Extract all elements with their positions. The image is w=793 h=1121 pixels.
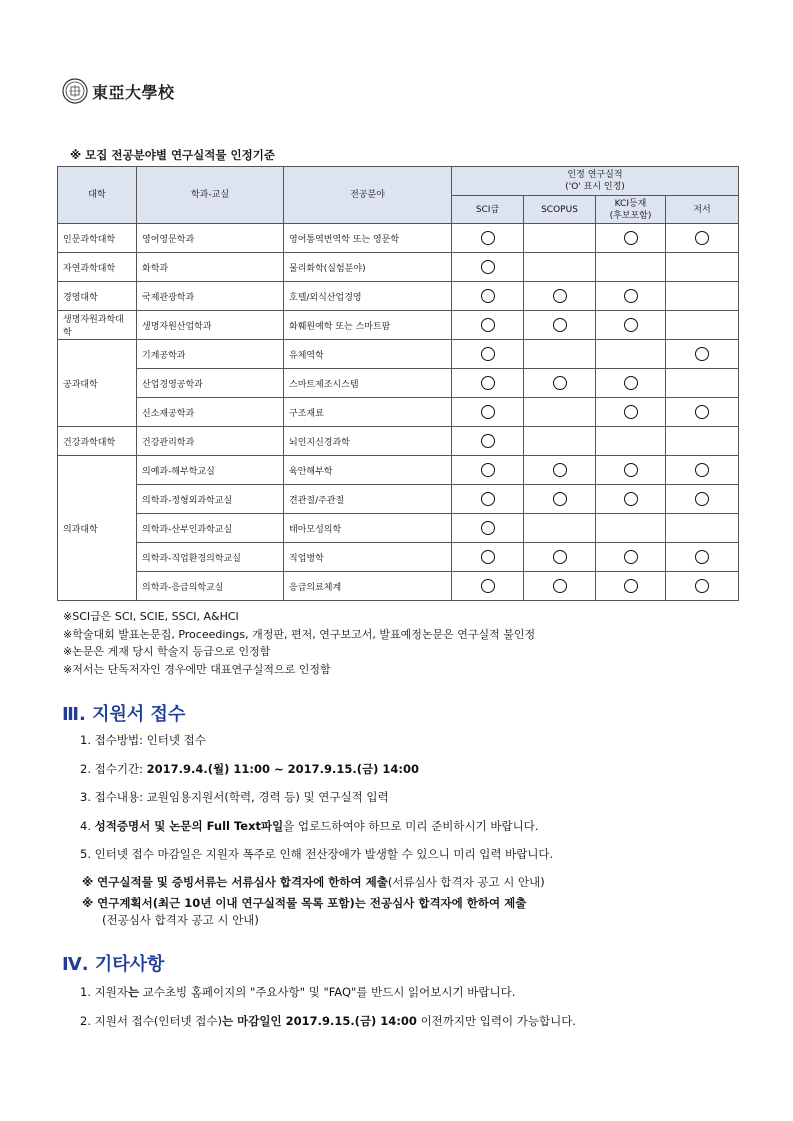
note-star-2 bbox=[82, 895, 526, 929]
table-row bbox=[58, 253, 739, 282]
recognized-mark-icon bbox=[695, 405, 709, 419]
recognized-mark-icon bbox=[624, 550, 638, 564]
sci-cell bbox=[452, 543, 524, 572]
recognized-mark-icon bbox=[695, 492, 709, 506]
header-kci-sub: (후보포함) bbox=[609, 210, 652, 221]
recognized-mark-icon bbox=[624, 405, 638, 419]
dept-cell: 신소재공학과 bbox=[137, 398, 284, 427]
item-number: 5. bbox=[80, 847, 91, 861]
book-cell bbox=[666, 253, 739, 282]
college-cell: 자연과학대학 bbox=[58, 253, 137, 282]
college-cell: 의과대학 bbox=[58, 456, 137, 601]
header-recognized-label: 인정 연구실적 bbox=[567, 170, 623, 180]
note-line: ※논문은 게재 당시 학술지 등급으로 인정함 bbox=[63, 645, 271, 658]
recognized-mark-icon bbox=[481, 347, 495, 361]
book-cell bbox=[666, 485, 739, 514]
scopus-cell bbox=[524, 340, 596, 369]
university-seal-icon bbox=[62, 78, 88, 104]
book-cell bbox=[666, 514, 739, 543]
recognized-mark-icon bbox=[553, 550, 567, 564]
book-cell bbox=[666, 340, 739, 369]
recognized-mark-icon bbox=[624, 376, 638, 390]
scopus-cell bbox=[524, 224, 596, 253]
header-kci bbox=[596, 196, 666, 224]
kci-cell bbox=[596, 572, 666, 601]
table-row bbox=[58, 514, 739, 543]
kci-cell bbox=[596, 543, 666, 572]
item-number: 4. bbox=[80, 819, 91, 833]
item-bold-text: 는 bbox=[127, 985, 140, 999]
item-text: 이전까지만 입력이 가능합니다. bbox=[416, 1014, 576, 1028]
note-line: ※학술대회 발표논문집, Proceedings, 개정판, 편저, 연구보고서, 발표예정논문은 연구실적 불인정 bbox=[63, 627, 536, 641]
item-number: 3. bbox=[80, 790, 91, 804]
item-text: 접수기간: bbox=[94, 762, 147, 776]
kci-cell bbox=[596, 398, 666, 427]
dept-cell: 기계공학과 bbox=[137, 340, 284, 369]
book-cell bbox=[666, 543, 739, 572]
recognized-mark-icon bbox=[624, 318, 638, 332]
recognized-mark-icon bbox=[481, 376, 495, 390]
recognized-mark-icon bbox=[481, 463, 495, 477]
recognized-mark-icon bbox=[695, 579, 709, 593]
section-3-title: Ⅲ. 지원서 접수 bbox=[62, 704, 186, 725]
dept-cell: 의학과-응급의학교실 bbox=[137, 572, 284, 601]
university-logo bbox=[62, 78, 175, 104]
scopus-cell bbox=[524, 456, 596, 485]
sci-cell bbox=[452, 485, 524, 514]
college-cell: 경영대학 bbox=[58, 282, 137, 311]
note-line: ※SCI급은 SCI, SCIE, SSCI, A&HCI bbox=[63, 610, 239, 623]
kci-cell bbox=[596, 514, 666, 543]
book-cell bbox=[666, 398, 739, 427]
book-cell bbox=[666, 369, 739, 398]
scopus-cell bbox=[524, 572, 596, 601]
recognized-mark-icon bbox=[624, 289, 638, 303]
kci-cell bbox=[596, 282, 666, 311]
criteria-table bbox=[57, 166, 739, 601]
college-cell: 인문과학대학 bbox=[58, 224, 137, 253]
recognized-mark-icon bbox=[695, 231, 709, 245]
field-cell: 영어통역번역학 또는 영문학 bbox=[284, 224, 452, 253]
college-cell: 공과대학 bbox=[58, 340, 137, 427]
item-text: 지원자 bbox=[94, 985, 128, 999]
list-item bbox=[80, 761, 419, 777]
list-item bbox=[80, 846, 553, 862]
table-row bbox=[58, 369, 739, 398]
table-row bbox=[58, 282, 739, 311]
header-sci: SCI급 bbox=[452, 196, 524, 224]
recognized-mark-icon bbox=[553, 492, 567, 506]
dept-cell: 의예과-해부학교실 bbox=[137, 456, 284, 485]
field-cell: 화훼원예학 또는 스마트팜 bbox=[284, 311, 452, 340]
table-row bbox=[58, 224, 739, 253]
item-bold-text: 2017.9.4.(월) 11:00 ~ 2017.9.15.(금) 14:00 bbox=[146, 762, 419, 776]
kci-cell bbox=[596, 427, 666, 456]
book-cell bbox=[666, 224, 739, 253]
header-college: 대학 bbox=[58, 167, 137, 224]
dept-cell: 의학과-정형외과학교실 bbox=[137, 485, 284, 514]
field-cell: 유체역학 bbox=[284, 340, 452, 369]
scopus-cell bbox=[524, 253, 596, 282]
college-cell: 건강과학대학 bbox=[58, 427, 137, 456]
recognized-mark-icon bbox=[481, 434, 495, 448]
note-line: ※저서는 단독저자인 경우에만 대표연구실적으로 인정함 bbox=[63, 662, 331, 676]
book-cell bbox=[666, 311, 739, 340]
scopus-cell bbox=[524, 427, 596, 456]
recognized-mark-icon bbox=[553, 289, 567, 303]
scopus-cell bbox=[524, 543, 596, 572]
list-item bbox=[80, 818, 538, 834]
item-number: 2. bbox=[80, 1014, 91, 1028]
header-recognized-sub: ('O' 표시 인정) bbox=[565, 182, 625, 192]
sci-cell bbox=[452, 398, 524, 427]
dept-cell: 국제관광학과 bbox=[137, 282, 284, 311]
table-title: ※ 모집 전공분야별 연구실적물 인정기준 bbox=[70, 148, 275, 162]
book-cell bbox=[666, 427, 739, 456]
field-cell: 육안해부학 bbox=[284, 456, 452, 485]
item-text: 교수초빙 홈페이지의 "주요사항" 및 "FAQ"를 반드시 읽어보시기 바랍니다. bbox=[139, 985, 516, 999]
list-item bbox=[80, 984, 515, 1000]
sci-cell bbox=[452, 456, 524, 485]
table-row bbox=[58, 572, 739, 601]
sci-cell bbox=[452, 572, 524, 601]
field-cell: 직업병학 bbox=[284, 543, 452, 572]
note-star-1 bbox=[82, 874, 545, 891]
dept-cell: 의학과-직업환경의학교실 bbox=[137, 543, 284, 572]
sci-cell bbox=[452, 253, 524, 282]
book-cell bbox=[666, 572, 739, 601]
header-scopus: SCOPUS bbox=[524, 196, 596, 224]
recognized-mark-icon bbox=[553, 463, 567, 477]
sci-cell bbox=[452, 427, 524, 456]
item-text: 을 업로드하여야 하므로 미리 준비하시기 바랍니다. bbox=[283, 819, 539, 833]
kci-cell bbox=[596, 456, 666, 485]
item-text: 접수내용: 교원임용지원서(학력, 경력 등) 및 연구실적 입력 bbox=[94, 790, 389, 804]
college-cell: 생명자원과학대학 bbox=[58, 311, 137, 340]
field-cell: 견관절/주관절 bbox=[284, 485, 452, 514]
recognized-mark-icon bbox=[553, 318, 567, 332]
item-number: 1. bbox=[80, 985, 91, 999]
note-text: (서류심사 합격자 공고 시 안내) bbox=[387, 875, 545, 889]
table-notes bbox=[63, 608, 535, 678]
book-cell bbox=[666, 456, 739, 485]
table-row bbox=[58, 398, 739, 427]
sci-cell bbox=[452, 369, 524, 398]
scopus-cell bbox=[524, 485, 596, 514]
field-cell: 호텔/외식산업경영 bbox=[284, 282, 452, 311]
item-text: 접수방법: 인터넷 접수 bbox=[94, 733, 206, 747]
header-field: 전공분야 bbox=[284, 167, 452, 224]
section-4-title: Ⅳ. 기타사항 bbox=[62, 954, 165, 975]
header-kci-label: KCI등재 bbox=[614, 198, 647, 209]
table-row bbox=[58, 427, 739, 456]
dept-cell: 생명자원산업학과 bbox=[137, 311, 284, 340]
dept-cell: 산업경영공학과 bbox=[137, 369, 284, 398]
field-cell: 스마트제조시스템 bbox=[284, 369, 452, 398]
field-cell: 구조재료 bbox=[284, 398, 452, 427]
recognized-mark-icon bbox=[695, 550, 709, 564]
table-row bbox=[58, 456, 739, 485]
scopus-cell bbox=[524, 369, 596, 398]
note-text: (전공심사 합격자 공고 시 안내) bbox=[102, 913, 259, 927]
recognized-mark-icon bbox=[695, 463, 709, 477]
logo-text: 東亞大學校 bbox=[92, 82, 175, 102]
item-bold-text: 는 마감일인 2017.9.15.(금) 14:00 bbox=[222, 1014, 417, 1028]
kci-cell bbox=[596, 311, 666, 340]
recognized-mark-icon bbox=[624, 463, 638, 477]
dept-cell: 의학과-산부인과학교실 bbox=[137, 514, 284, 543]
sci-cell bbox=[452, 311, 524, 340]
field-cell: 태아모성의학 bbox=[284, 514, 452, 543]
recognized-mark-icon bbox=[553, 376, 567, 390]
scopus-cell bbox=[524, 311, 596, 340]
kci-cell bbox=[596, 224, 666, 253]
recognized-mark-icon bbox=[481, 318, 495, 332]
recognized-mark-icon bbox=[481, 521, 495, 535]
list-item bbox=[80, 789, 389, 805]
sci-cell bbox=[452, 282, 524, 311]
kci-cell bbox=[596, 253, 666, 282]
recognized-mark-icon bbox=[553, 579, 567, 593]
sci-cell bbox=[452, 514, 524, 543]
table-row bbox=[58, 340, 739, 369]
field-cell: 뇌인지신경과학 bbox=[284, 427, 452, 456]
field-cell: 응급의료체계 bbox=[284, 572, 452, 601]
scopus-cell bbox=[524, 282, 596, 311]
item-text: 인터넷 접수 마감일은 지원자 폭주로 인해 전산장애가 발생할 수 있으니 미리 입력 바랍니다. bbox=[94, 847, 554, 861]
kci-cell bbox=[596, 485, 666, 514]
table-row bbox=[58, 543, 739, 572]
table-row bbox=[58, 311, 739, 340]
header-book: 저서 bbox=[666, 196, 739, 224]
header-dept: 학과-교실 bbox=[137, 167, 284, 224]
item-text: 지원서 접수(인터넷 접수) bbox=[94, 1014, 223, 1028]
recognized-mark-icon bbox=[624, 492, 638, 506]
list-item bbox=[80, 732, 206, 748]
recognized-mark-icon bbox=[481, 492, 495, 506]
recognized-mark-icon bbox=[481, 405, 495, 419]
dept-cell: 화학과 bbox=[137, 253, 284, 282]
item-number: 2. bbox=[80, 762, 91, 776]
item-number: 1. bbox=[80, 733, 91, 747]
note-bold-text: ※ 연구실적물 및 증빙서류는 서류심사 합격자에 한하여 제출 bbox=[82, 875, 388, 889]
recognized-mark-icon bbox=[481, 579, 495, 593]
kci-cell bbox=[596, 369, 666, 398]
recognized-mark-icon bbox=[481, 289, 495, 303]
sci-cell bbox=[452, 340, 524, 369]
dept-cell: 영어영문학과 bbox=[137, 224, 284, 253]
scopus-cell bbox=[524, 514, 596, 543]
recognized-mark-icon bbox=[481, 550, 495, 564]
recognized-mark-icon bbox=[624, 231, 638, 245]
kci-cell bbox=[596, 340, 666, 369]
recognized-mark-icon bbox=[695, 347, 709, 361]
field-cell: 물리화학(실험분야) bbox=[284, 253, 452, 282]
list-item bbox=[80, 1013, 576, 1029]
recognized-mark-icon bbox=[481, 260, 495, 274]
book-cell bbox=[666, 282, 739, 311]
recognized-mark-icon bbox=[624, 579, 638, 593]
dept-cell: 건강관리학과 bbox=[137, 427, 284, 456]
item-bold-text: 성적증명서 및 논문의 Full Text파일 bbox=[94, 819, 284, 833]
header-recognized bbox=[452, 167, 739, 196]
sci-cell bbox=[452, 224, 524, 253]
scopus-cell bbox=[524, 398, 596, 427]
table-row bbox=[58, 485, 739, 514]
recognized-mark-icon bbox=[481, 231, 495, 245]
note-bold-text: ※ 연구계획서(최근 10년 이내 연구실적물 목록 포함)는 전공심사 합격자에 한하여 제출 bbox=[82, 896, 527, 910]
